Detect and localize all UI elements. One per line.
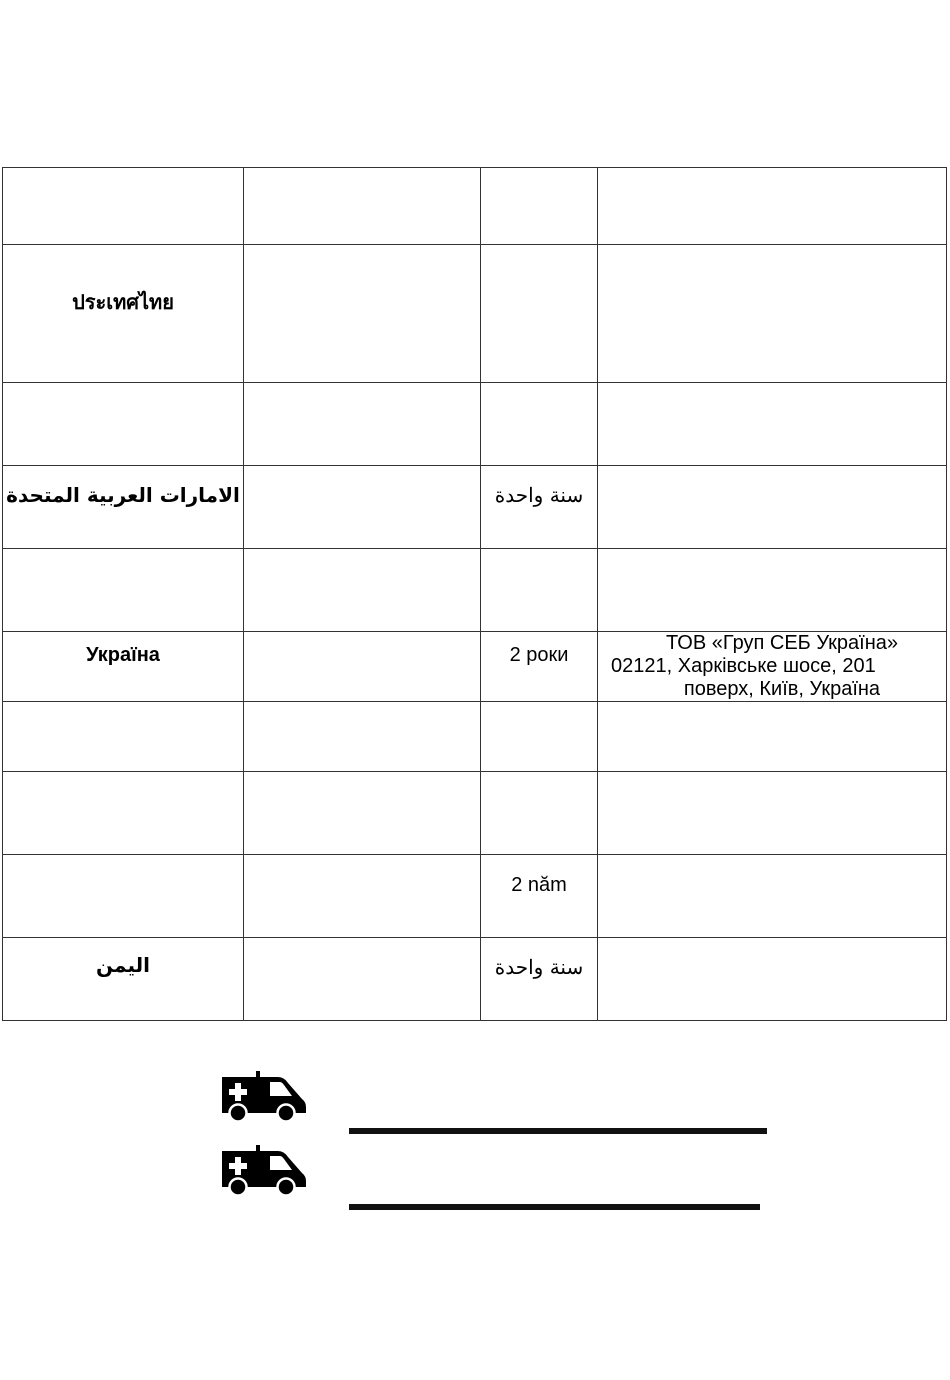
table-row	[3, 466, 947, 549]
table-row	[3, 702, 947, 772]
table-cell	[244, 168, 481, 245]
period-cell: سنة واحدة	[481, 938, 598, 1021]
country-cell	[3, 549, 244, 632]
table-cell	[244, 938, 481, 1021]
signature-line	[349, 1204, 760, 1210]
country-cell: Україна	[3, 632, 244, 702]
country-cell: ประเทศไทย	[3, 245, 244, 383]
period-cell: 2 năm	[481, 855, 598, 938]
table-row	[3, 549, 947, 632]
address-cell	[598, 702, 947, 772]
table-row	[3, 383, 947, 466]
table-cell	[244, 702, 481, 772]
address-cell	[598, 168, 947, 245]
period-cell	[481, 168, 598, 245]
country-cell: اليمن	[3, 938, 244, 1021]
warranty-table	[2, 167, 947, 1021]
address-cell	[598, 938, 947, 1021]
country-cell	[3, 772, 244, 855]
table-row	[3, 855, 947, 938]
country-cell	[3, 383, 244, 466]
address-cell	[598, 383, 947, 466]
period-cell	[481, 549, 598, 632]
period-cell	[481, 383, 598, 466]
address-cell	[598, 466, 947, 549]
table-row	[3, 168, 947, 245]
ambulance-icon	[220, 1145, 308, 1197]
country-cell: الامارات العربية المتحدة	[3, 466, 244, 549]
address-cell	[598, 245, 947, 383]
address-cell	[598, 549, 947, 632]
period-cell	[481, 702, 598, 772]
address-line: 02121, Харківське шосе, 201	[611, 655, 876, 677]
country-cell	[3, 168, 244, 245]
table-cell	[244, 549, 481, 632]
period-cell: 2 роки	[481, 632, 598, 702]
address-cell	[598, 772, 947, 855]
address-line: поверх, Київ, Україна	[683, 678, 881, 700]
table-cell	[244, 245, 481, 383]
address-cell	[598, 632, 947, 702]
period-cell: سنة واحدة	[481, 466, 598, 549]
ambulance-icon	[220, 1071, 308, 1123]
address-line: ТОВ «Груп СЕБ Україна»	[665, 632, 898, 654]
country-cell	[3, 702, 244, 772]
table-cell	[244, 772, 481, 855]
table-cell	[244, 383, 481, 466]
period-cell	[481, 772, 598, 855]
table-row	[3, 245, 947, 383]
table-row	[3, 938, 947, 1021]
country-cell	[3, 855, 244, 938]
address-cell	[598, 855, 947, 938]
table-row	[3, 772, 947, 855]
table-cell	[244, 855, 481, 938]
table-cell	[244, 632, 481, 702]
table-cell	[244, 466, 481, 549]
table-row	[3, 632, 947, 702]
period-cell	[481, 245, 598, 383]
signature-line	[349, 1128, 767, 1134]
